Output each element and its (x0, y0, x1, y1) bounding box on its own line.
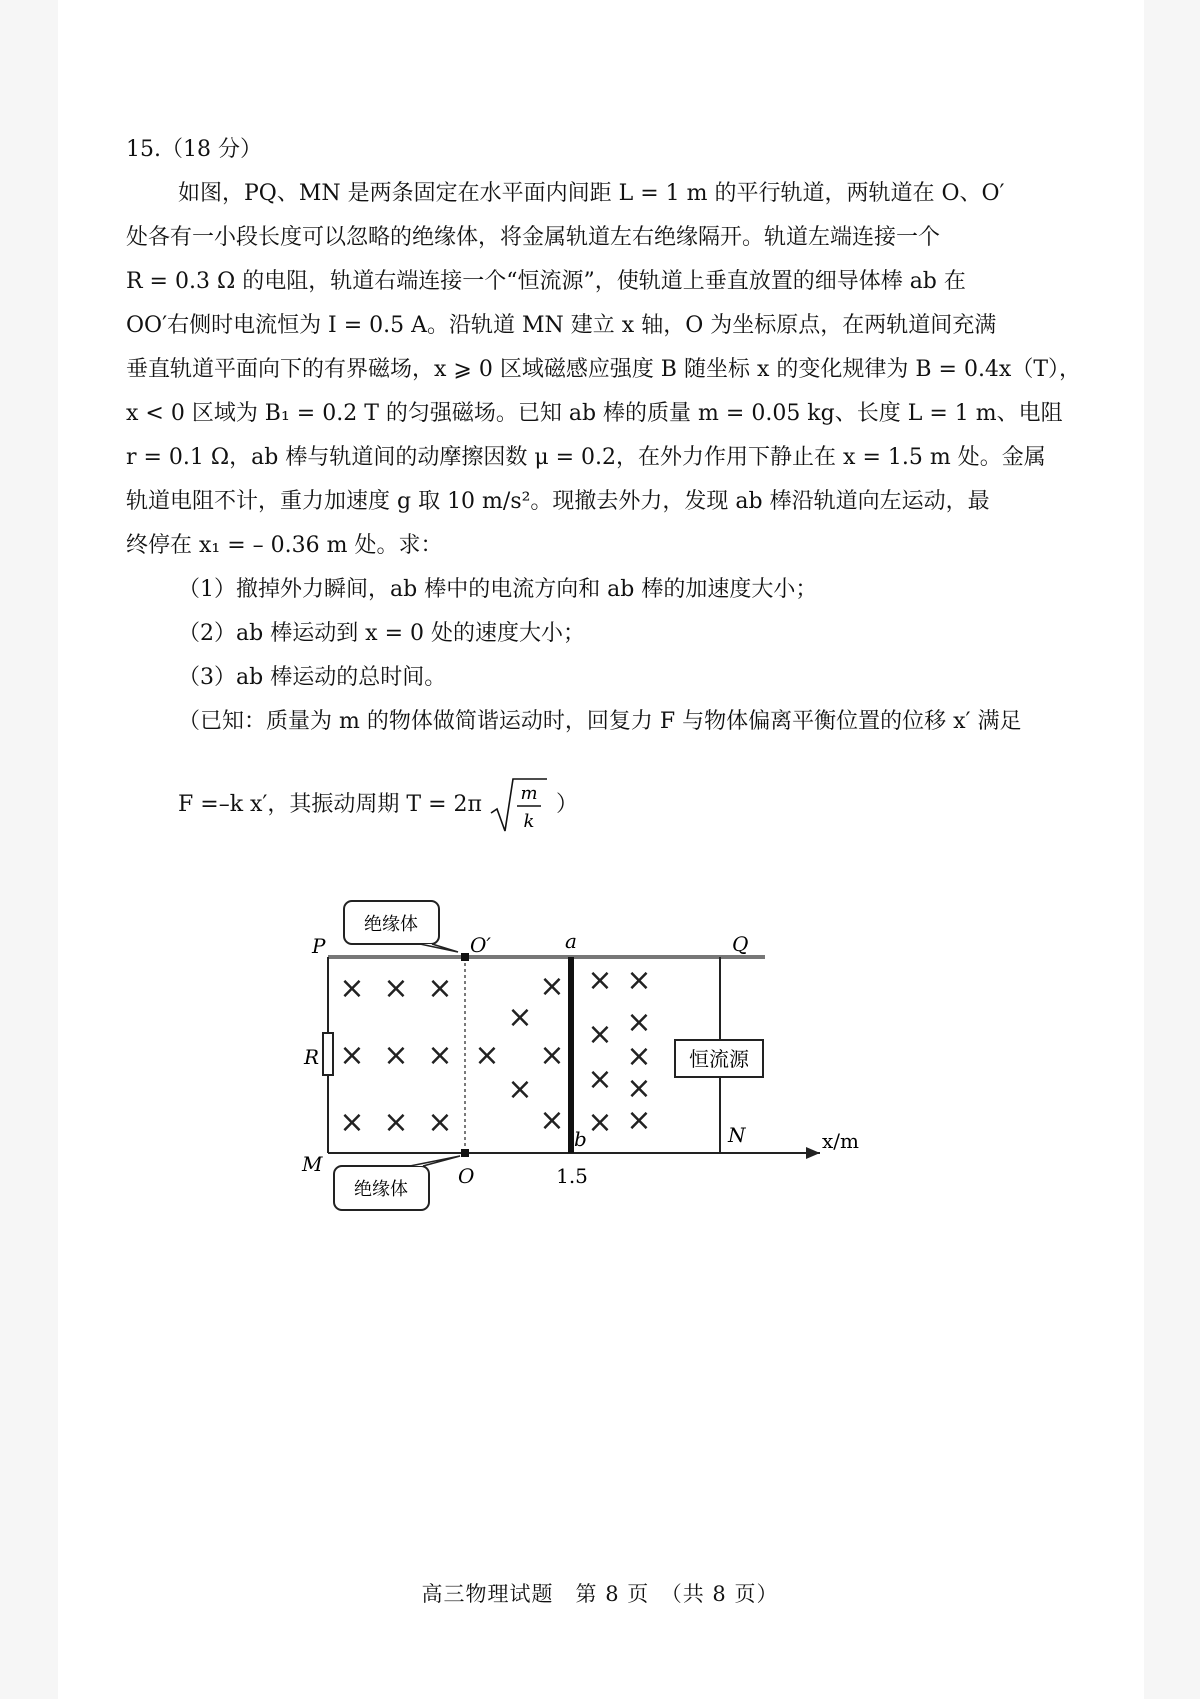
field-cross: × (383, 971, 409, 1006)
field-cross: × (427, 1105, 453, 1140)
question-line-2: 处各有一小段长度可以忽略的绝缘体，将金属轨道左右绝缘隔开。轨道左端连接一个 (126, 225, 941, 250)
label-Q: Q (732, 932, 749, 956)
label-R: R (304, 1045, 320, 1069)
formula-left: F =–k x′，其振动周期 T = 2π (178, 792, 482, 817)
question-block (126, 128, 1082, 744)
insulator-top-pointer (420, 944, 458, 952)
subquestion-2: （2）ab 棒运动到 x = 0 处的速度大小； (178, 621, 586, 646)
field-cross: × (626, 963, 652, 998)
question-line-1: 如图，PQ、MN 是两条固定在水平面内间距 L = 1 m 的平行轨道，两轨道在 O、O′ (178, 181, 1005, 206)
field-cross: × (383, 1105, 409, 1140)
insulator-bottom-pointer (410, 1156, 460, 1166)
sqrt-symbol (489, 775, 549, 835)
question-line-6: x < 0 区域为 B₁ = 0.2 T 的匀强磁场。已知 ab 棒的质量 m = 0.05 kg、长度 L = 1 m、电阻 (126, 401, 1063, 426)
question-line-9: 终停在 x₁ = – 0.36 m 处。求： (126, 533, 443, 558)
label-O-prime: O′ (470, 933, 491, 957)
formula-denominator: k (523, 811, 535, 832)
question-line-7: r = 0.1 Ω，ab 棒与轨道间的动摩擦因数 μ = 0.2，在外力作用下静止在 x = 1.5 m 处。金属 (126, 445, 1046, 470)
period-formula (178, 770, 578, 840)
resistor (323, 1033, 333, 1075)
field-cross: × (539, 969, 565, 1004)
field-cross: × (626, 1039, 652, 1074)
field-cross: × (587, 1017, 613, 1052)
tick-label-1-5: 1.5 (556, 1164, 588, 1188)
field-cross: × (587, 963, 613, 998)
question-line-3: R = 0.3 Ω 的电阻，轨道右端连接一个“恒流源”，使轨道上垂直放置的细导体棒 ab 在 (126, 269, 966, 294)
field-cross: × (427, 971, 453, 1006)
field-cross: × (626, 1005, 652, 1040)
insulator-bottom-label: 绝缘体 (354, 1179, 408, 1200)
insulator-bottom-mark (461, 1149, 469, 1157)
hint-note: （已知：质量为 m 的物体做简谐运动时，回复力 F 与物体偏离平衡位置的位移 x′ 满足 (178, 709, 1022, 734)
field-cross: × (427, 1038, 453, 1073)
label-x-axis: x/m (822, 1129, 859, 1153)
label-O: O (458, 1164, 475, 1188)
label-M: M (302, 1152, 323, 1176)
field-cross: × (339, 1105, 365, 1140)
question-header: 15.（18 分） (126, 137, 262, 162)
field-cross: × (626, 1103, 652, 1138)
circuit-diagram (280, 880, 880, 1234)
insulator-top-mark (461, 953, 469, 961)
field-cross: × (539, 1103, 565, 1138)
insulator-top-label: 绝缘体 (364, 914, 418, 935)
field-cross: × (507, 1000, 533, 1035)
label-N: N (728, 1123, 746, 1147)
label-a: a (565, 929, 577, 953)
current-source-label: 恒流源 (689, 1047, 749, 1071)
question-line-5: 垂直轨道平面向下的有界磁场，x ⩾ 0 区域磁感应强度 B 随坐标 x 的变化规律为 B = 0.4x（T）， (126, 357, 1082, 382)
diagram-svg (280, 880, 880, 1230)
field-cross: × (587, 1105, 613, 1140)
question-line-4: OO′右侧时电流恒为 I = 0.5 A。沿轨道 MN 建立 x 轴，O 为坐标原点，在两轨道间充满 (126, 313, 997, 338)
subquestion-3: （3）ab 棒运动的总时间。 (178, 665, 447, 690)
formula-close: ） (555, 792, 578, 817)
field-cross: × (474, 1038, 500, 1073)
label-b: b (574, 1127, 587, 1151)
label-P: P (312, 934, 326, 958)
field-cross: × (383, 1038, 409, 1073)
field-cross: × (626, 1071, 652, 1106)
field-cross: × (587, 1062, 613, 1097)
page-footer: 高三物理试题 第 8 页 （共 8 页） (421, 1582, 779, 1606)
field-cross: × (507, 1072, 533, 1107)
sqrt-fraction (489, 775, 549, 835)
subquestion-1: （1）撤掉外力瞬间，ab 棒中的电流方向和 ab 棒的加速度大小； (178, 577, 818, 602)
field-cross: × (339, 1038, 365, 1073)
x-axis-arrow (806, 1147, 820, 1159)
field-cross: × (339, 971, 365, 1006)
formula-numerator: m (520, 783, 538, 804)
question-line-8: 轨道电阻不计，重力加速度 g 取 10 m/s²。现撤去外力，发现 ab 棒沿轨道向左运动，最 (126, 489, 990, 514)
field-cross: × (539, 1038, 565, 1073)
